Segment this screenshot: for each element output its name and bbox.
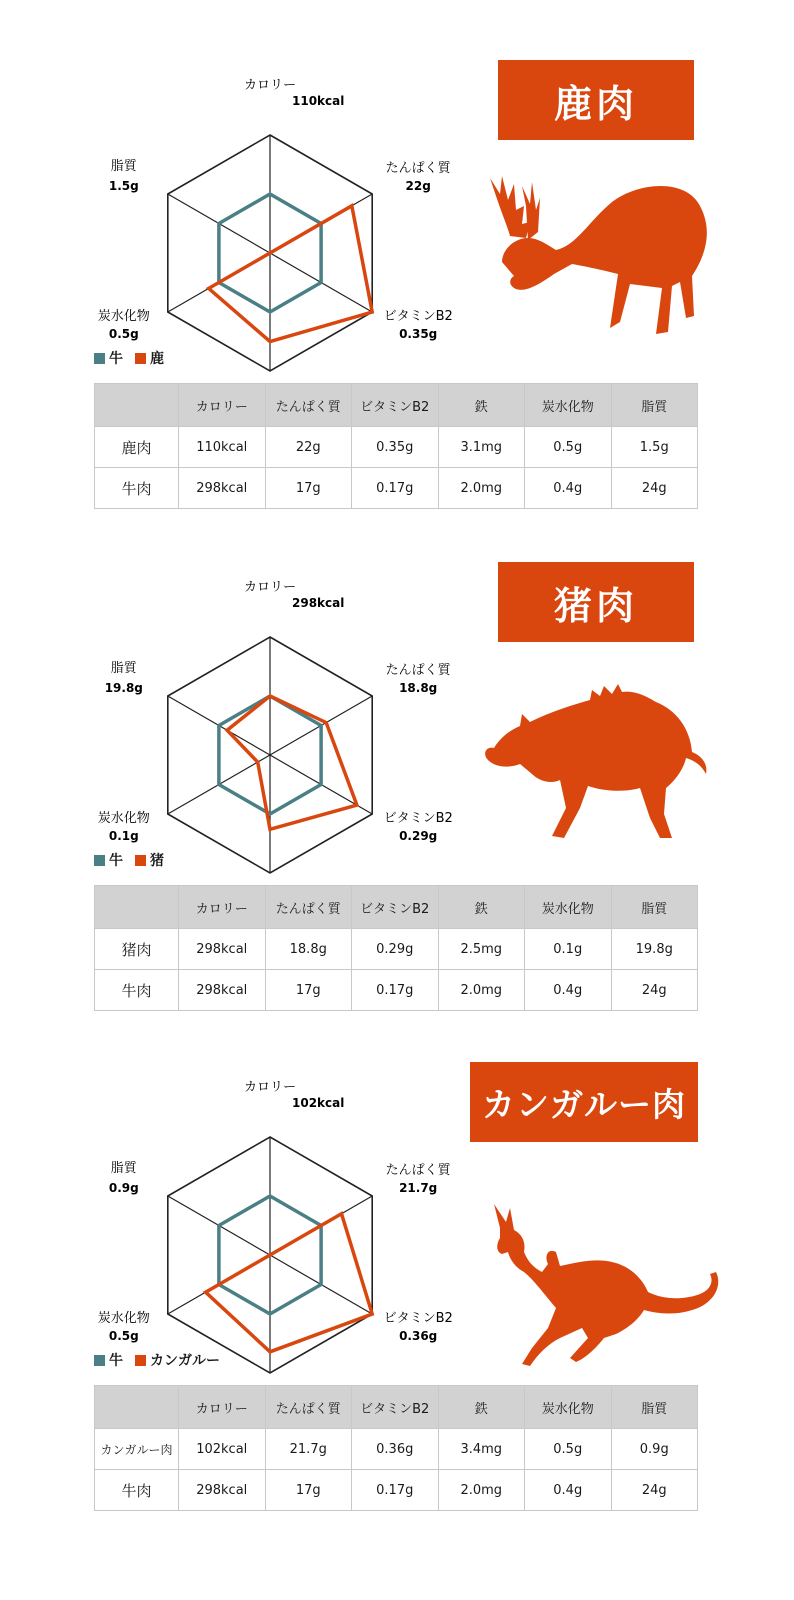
legend-label-meat: 鹿 [150,351,164,367]
table-cell: 21.7g [265,1429,352,1470]
table-cell: 24g [611,1470,698,1511]
table-cell: 0.5g [525,1429,612,1470]
table-cell: 18.8g [265,929,352,970]
table-cell: 0.17g [352,970,439,1011]
table-cell: 17g [265,468,352,509]
table-cell: 17g [265,1470,352,1511]
table-cell: 0.35g [352,427,439,468]
table-cell: 110kcal [179,427,266,468]
legend-swatch-meat [135,353,146,364]
deer-icon [480,166,714,406]
table-header-cell: 脂質 [611,384,698,427]
table-row [95,929,698,970]
section-title: 猪肉 [498,562,694,642]
table-cell: 0.36g [352,1429,439,1470]
axis-label: カロリー [243,78,297,93]
table-cell: 2.0mg [438,468,525,509]
legend [94,850,176,870]
meat-series-line [206,1214,373,1352]
table-cell: 0.1g [525,929,612,970]
axis-value-label: 0.5g [108,1329,139,1343]
table-header-cell: たんぱく質 [265,886,352,929]
table-row [95,1429,698,1470]
section-title: カンガルー肉 [470,1062,698,1142]
table-cell: 22g [265,427,352,468]
axis-label: カロリー [243,580,297,595]
legend-label-beef: 牛 [109,351,123,367]
table-header-cell: 炭水化物 [525,384,612,427]
axis-label: カロリー [243,1080,297,1095]
table-header-blank [95,1386,179,1429]
table-header-cell: 鉄 [438,1386,525,1429]
table-cell: 17g [265,970,352,1011]
axis-label: 脂質 [110,661,137,676]
legend-label-meat: カンガルー [150,1353,220,1369]
table-header-blank [95,886,179,929]
table-cell: 3.4mg [438,1429,525,1470]
table-header-cell: カロリー [179,384,266,427]
table-header-cell: 鉄 [438,886,525,929]
axis-label: 炭水化物 [97,811,150,826]
table-row-label: カンガルー肉 [95,1429,179,1470]
table-cell: 298kcal [179,468,266,509]
table-cell: 0.4g [525,1470,612,1511]
table-row-label: 牛肉 [95,468,179,509]
table-cell: 1.5g [611,427,698,468]
axis-label: 脂質 [110,1161,137,1176]
table-header-row [95,886,698,929]
axis-label: ビタミンB2 [383,811,453,826]
axis-value-label: 0.9g [108,1181,139,1195]
table-cell: 0.17g [352,468,439,509]
table-header-cell: 鉄 [438,384,525,427]
table-cell: 0.9g [611,1429,698,1470]
table-cell: 0.17g [352,1470,439,1511]
axis-label: たんぱく質 [385,161,451,176]
nutrition-table [94,383,698,509]
table-header-cell: 炭水化物 [525,1386,612,1429]
axis-value-label: 0.35g [399,327,438,341]
axis-value-label: 21.7g [399,1181,438,1195]
table-row [95,1470,698,1511]
table-header-cell: ビタミンB2 [352,1386,439,1429]
table-cell: 298kcal [179,1470,266,1511]
table-cell: 0.4g [525,468,612,509]
axis-value-label: 19.8g [104,681,143,695]
table-header-cell: たんぱく質 [265,1386,352,1429]
axis-value-label: 110kcal [292,94,345,108]
table-header-cell: 脂質 [611,1386,698,1429]
axis-label: 炭水化物 [97,309,150,324]
table-cell: 0.4g [525,970,612,1011]
legend-swatch-meat [135,855,146,866]
axis-value-label: 1.5g [108,179,139,193]
legend [94,1350,232,1370]
section-title: 鹿肉 [498,60,694,140]
table-row-label: 牛肉 [95,1470,179,1511]
table-header-row [95,1386,698,1429]
table-header-row [95,384,698,427]
table-cell: 0.29g [352,929,439,970]
table-row-label: 牛肉 [95,970,179,1011]
axis-value-label: 298kcal [292,596,345,610]
legend-label-beef: 牛 [109,853,123,869]
table-row-label: 鹿肉 [95,427,179,468]
axis-value-label: 0.5g [108,327,139,341]
kangaroo-icon [440,1168,750,1408]
table-row-label: 猪肉 [95,929,179,970]
table-header-cell: カロリー [179,886,266,929]
nutrition-table [94,1385,698,1511]
legend-swatch-meat [135,1355,146,1366]
table-cell: 2.0mg [438,970,525,1011]
table-cell: 3.1mg [438,427,525,468]
section-deer [0,48,794,548]
axis-label: 脂質 [110,159,137,174]
nutrition-table [94,885,698,1011]
axis-value-label: 0.29g [399,829,438,843]
axis-value-label: 18.8g [399,681,438,695]
table-row [95,970,698,1011]
table-cell: 2.0mg [438,1470,525,1511]
table-header-cell: 炭水化物 [525,886,612,929]
table-row [95,468,698,509]
table-cell: 102kcal [179,1429,266,1470]
section-boar [0,550,794,1050]
table-row [95,427,698,468]
legend-label-beef: 牛 [109,1353,123,1369]
axis-label: 炭水化物 [97,1311,150,1326]
table-header-blank [95,384,179,427]
axis-label: たんぱく質 [385,1163,451,1178]
table-header-cell: ビタミンB2 [352,384,439,427]
legend-swatch-beef [94,353,105,364]
table-cell: 298kcal [179,929,266,970]
table-header-cell: ビタミンB2 [352,886,439,929]
meat-series-line [209,206,373,342]
axis-label: ビタミンB2 [383,1311,453,1326]
section-kangaroo [0,1050,794,1550]
table-cell: 24g [611,970,698,1011]
axis-value-label: 0.1g [108,829,139,843]
legend-label-meat: 猪 [150,853,164,869]
table-header-cell: 脂質 [611,886,698,929]
table-cell: 19.8g [611,929,698,970]
axis-label: たんぱく質 [385,663,451,678]
legend-swatch-beef [94,1355,105,1366]
table-cell: 298kcal [179,970,266,1011]
table-cell: 0.5g [525,427,612,468]
axis-value-label: 22g [405,179,431,193]
legend-swatch-beef [94,855,105,866]
table-header-cell: たんぱく質 [265,384,352,427]
table-header-cell: カロリー [179,1386,266,1429]
boar-icon [480,668,714,908]
axis-value-label: 0.36g [399,1329,438,1343]
axis-label: ビタミンB2 [383,309,453,324]
table-cell: 2.5mg [438,929,525,970]
table-cell: 24g [611,468,698,509]
legend [94,348,176,368]
axis-value-label: 102kcal [292,1096,345,1110]
